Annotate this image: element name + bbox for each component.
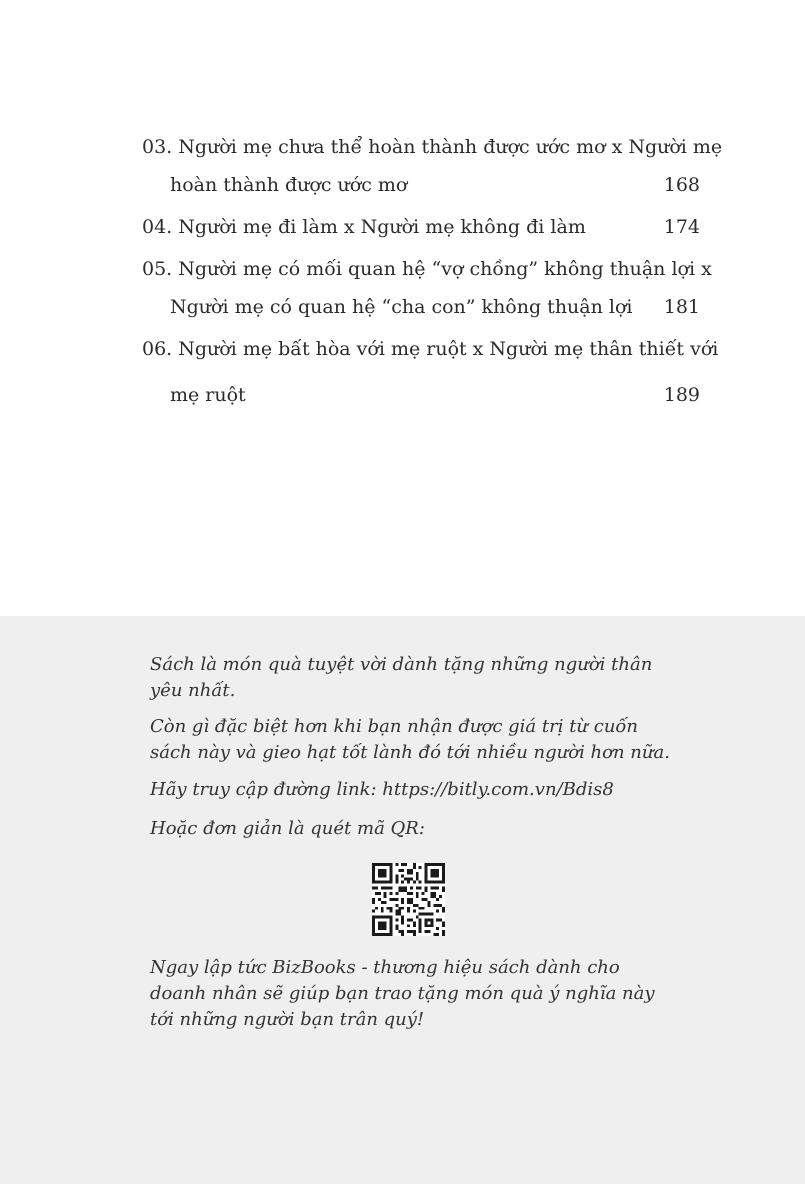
promo-link-text[interactable]: Hãy truy cập đường link: https://bitly.com.vn/Bdis8: [150, 779, 614, 800]
toc-entry-05[interactable]: [142, 250, 712, 326]
toc-entry-title-continued: mẹ ruột: [170, 384, 246, 406]
toc-page-number: 168: [663, 174, 700, 196]
qr-code-icon[interactable]: [372, 863, 445, 936]
toc-entry-04[interactable]: [142, 208, 700, 246]
toc-entry-title: 06. Người mẹ bất hòa với mẹ ruột x Người mẹ thân thiết với: [142, 338, 719, 360]
toc-page-number: 174: [663, 216, 700, 238]
toc-page-number: 189: [663, 384, 700, 406]
toc-page-number: 181: [663, 296, 700, 318]
toc-entry-title: 05. Người mẹ có mối quan hệ “vợ chồng” không thuận lợi x: [142, 258, 712, 280]
promo-qr-instruction: Hoặc đơn giản là quét mã QR:: [150, 818, 425, 839]
toc-entry-03[interactable]: [142, 128, 723, 204]
toc-entry-06[interactable]: [142, 330, 719, 414]
table-of-contents: [142, 128, 723, 414]
promo-panel: [0, 616, 805, 1184]
toc-entry-title: 03. Người mẹ chưa thể hoàn thành được ước mơ x Người mẹ: [142, 136, 723, 158]
promo-paragraph-bizbooks: Ngay lập tức BizBooks - thương hiệu sách dành cho doanh nhân sẽ giúp bạn trao tặng món quà ý nghĩa này tới những người bạn trân quý!: [150, 957, 655, 1030]
promo-paragraph-value: Còn gì đặc biệt hơn khi bạn nhận được giá trị từ cuốn sách này và gieo hạt tốt lành đó tới nhiều người hơn nữa.: [150, 716, 670, 763]
toc-entry-title-continued: hoàn thành được ước mơ: [170, 174, 408, 196]
promo-paragraph-gift: Sách là món quà tuyệt vời dành tặng những người thân yêu nhất.: [150, 654, 653, 701]
toc-entry-title-continued: Người mẹ có quan hệ “cha con” không thuận lợi: [170, 296, 633, 318]
toc-entry-title: 04. Người mẹ đi làm x Người mẹ không đi làm: [142, 216, 586, 238]
